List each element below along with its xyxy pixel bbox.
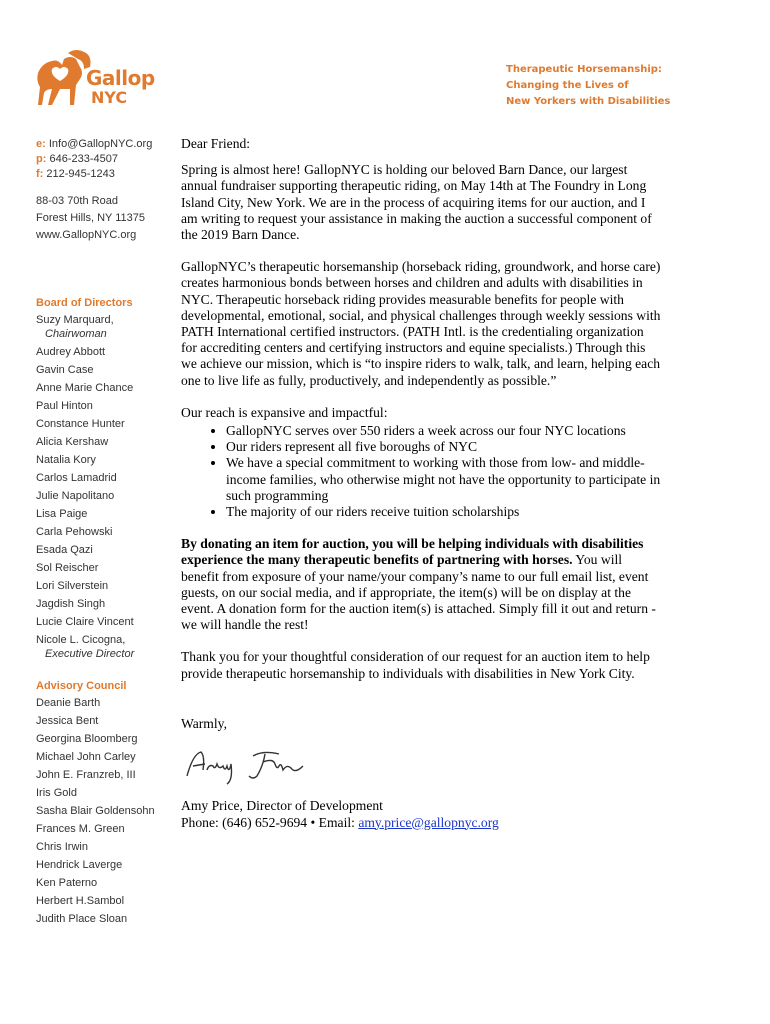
- contact-line: [181, 815, 661, 831]
- advisory-member: Frances M. Green: [36, 823, 125, 835]
- board-member: Constance Hunter: [36, 418, 125, 430]
- greeting: Dear Friend:: [181, 136, 251, 151]
- logo-wordmark-nyc: NYC: [91, 88, 128, 107]
- phone-line-text: Phone: (646) 652-9694 • Email:: [181, 814, 359, 830]
- advisory-list: [36, 694, 176, 928]
- board-list: [36, 343, 176, 631]
- tagline-line: Therapeutic Horsemanship:: [506, 64, 662, 75]
- board-title: Board of Directors: [36, 297, 133, 309]
- advisory-member: Jessica Bent: [36, 715, 99, 727]
- logo-wordmark-gallop: Gallop: [86, 66, 155, 90]
- sidebar: [36, 137, 176, 928]
- reach-list: [181, 423, 661, 520]
- paragraph-5: Thank you for your thoughtful consideration of our request for an auction item to help provide therapeutic horsemanship to individuals with disabilities in New York City.: [181, 649, 650, 681]
- tagline-line: Changing the Lives of: [506, 80, 629, 91]
- advisory-member: Herbert H.Sambol: [36, 895, 125, 907]
- board-member: Anne Marie Chance: [36, 382, 134, 394]
- advisory-title: Advisory Council: [36, 680, 127, 692]
- tagline: [506, 62, 670, 110]
- board-member: Nicole L. Cicogna,: [36, 634, 126, 646]
- advisory-member: Georgina Bloomberg: [36, 733, 138, 745]
- paragraph-1: Spring is almost here! GallopNYC is holding our beloved Barn Dance, our largest annual fundraiser supporting therapeutic riding, on May 14th at The Foundry in Long Island City, New York. We are in the process of acquiring items for our auction, and I am writing to request your assistance in making the auction a successful component of the 2019 Barn Dance.: [181, 162, 652, 243]
- board-member: Esada Qazi: [36, 544, 93, 556]
- advisory-member: Sasha Blair Goldensohn: [36, 805, 155, 817]
- board-member: Sol Reischer: [36, 562, 99, 574]
- advisory-member: Ken Paterno: [36, 877, 98, 889]
- fax-value: 212-945-1243: [46, 168, 115, 180]
- board-member: Lisa Paige: [36, 508, 88, 520]
- letter-body: [181, 136, 661, 831]
- board-member: Carla Pehowski: [36, 526, 113, 538]
- list-item: • GallopNYC serves over 550 riders a week across our four NYC locations: [226, 423, 661, 439]
- board-role: Executive Director: [45, 648, 135, 660]
- board-role: Chairwoman: [45, 328, 107, 340]
- advisory-member: Hendrick Laverge: [36, 859, 123, 871]
- advisory-member: Michael John Carley: [36, 751, 136, 763]
- board-member: Gavin Case: [36, 364, 94, 376]
- board-member: Carlos Lamadrid: [36, 472, 117, 484]
- closing: Warmly,: [181, 715, 227, 731]
- signer-name: Amy Price, Director of Development: [181, 798, 383, 814]
- list-item: • Our riders represent all five boroughs of NYC: [226, 439, 661, 455]
- advisory-member: Deanie Barth: [36, 697, 101, 709]
- website-link[interactable]: www.GallopNYC.org: [36, 229, 137, 241]
- advisory-member: Iris Gold: [36, 787, 77, 799]
- paragraph-4-bold: By donating an item for auction, you will be helping individuals with disabilities experience the many therapeutic benefits of partnering with horses.: [181, 536, 644, 568]
- address-line1: 88-03 70th Road: [36, 195, 118, 207]
- paragraph-3: Our reach is expansive and impactful:: [181, 404, 388, 420]
- board-member: Lori Silverstein: [36, 580, 109, 592]
- signature-icon: [183, 740, 333, 786]
- email-link[interactable]: amy.price@gallopnyc.org: [358, 814, 499, 830]
- tagline-line: New Yorkers with Disabilities: [506, 96, 671, 107]
- paragraph-4: [181, 536, 661, 633]
- board-member: Lucie Claire Vincent: [36, 616, 134, 628]
- board-member: Jagdish Singh: [36, 598, 106, 610]
- phone-label: p:: [36, 153, 47, 165]
- email-label: e:: [36, 138, 46, 150]
- board-member: Audrey Abbott: [36, 346, 106, 358]
- address-line2: Forest Hills, NY 11375: [36, 212, 146, 224]
- address: [36, 193, 176, 244]
- board-member: Alicia Kershaw: [36, 436, 109, 448]
- email-line: [36, 137, 176, 152]
- paragraph-2: GallopNYC’s therapeutic horsemanship (horseback riding, groundwork, and horse care) creates harmonious bonds between horses and children and adults with disabilities in NYC. Therapeutic horseback riding provides measurable benefits for people with developmental, emotional, social, and physical challenges through weekly sessions with PATH International certified instructors. (PATH Intl. is the credentialing organization for accrediting centers and certifying instructors and equine specialists.) Through this we achieve our mission, which is “to inspire riders to walk, talk, and learn, helping each one to live life as fully, productively, and independently as possible.”: [181, 259, 661, 388]
- phone-value: 646-233-4507: [49, 153, 118, 165]
- fax-line: [36, 167, 176, 182]
- list-item: • We have a special commitment to working with those from low- and middle-income families, who otherwise might not have the opportunity to participate in such programming: [226, 455, 661, 504]
- advisory-member: John E. Franzreb, III: [36, 769, 136, 781]
- paragraph-4-rest: You will benefit from exposure of your name/your company’s name to our full email list, event guests, on our social media, and if appropriate, the item(s) will be on display at the event. A donation form for the auction item(s) is attached. Simply fill it out and return - we will handle the rest!: [181, 552, 656, 633]
- advisory-member: Chris Irwin: [36, 841, 88, 853]
- list-item: • The majority of our riders receive tuition scholarships: [226, 504, 661, 520]
- board-member: Julie Napolitano: [36, 490, 115, 502]
- advisory-member: Judith Place Sloan: [36, 913, 128, 925]
- board-member: Natalia Kory: [36, 454, 96, 466]
- fax-label: f:: [36, 168, 44, 180]
- email-value[interactable]: Info@GallopNYC.org: [48, 138, 153, 150]
- board-member: Paul Hinton: [36, 400, 93, 412]
- contact-info: [36, 137, 176, 182]
- board-member: Suzy Marquard,: [36, 314, 114, 326]
- phone-line: [36, 152, 176, 167]
